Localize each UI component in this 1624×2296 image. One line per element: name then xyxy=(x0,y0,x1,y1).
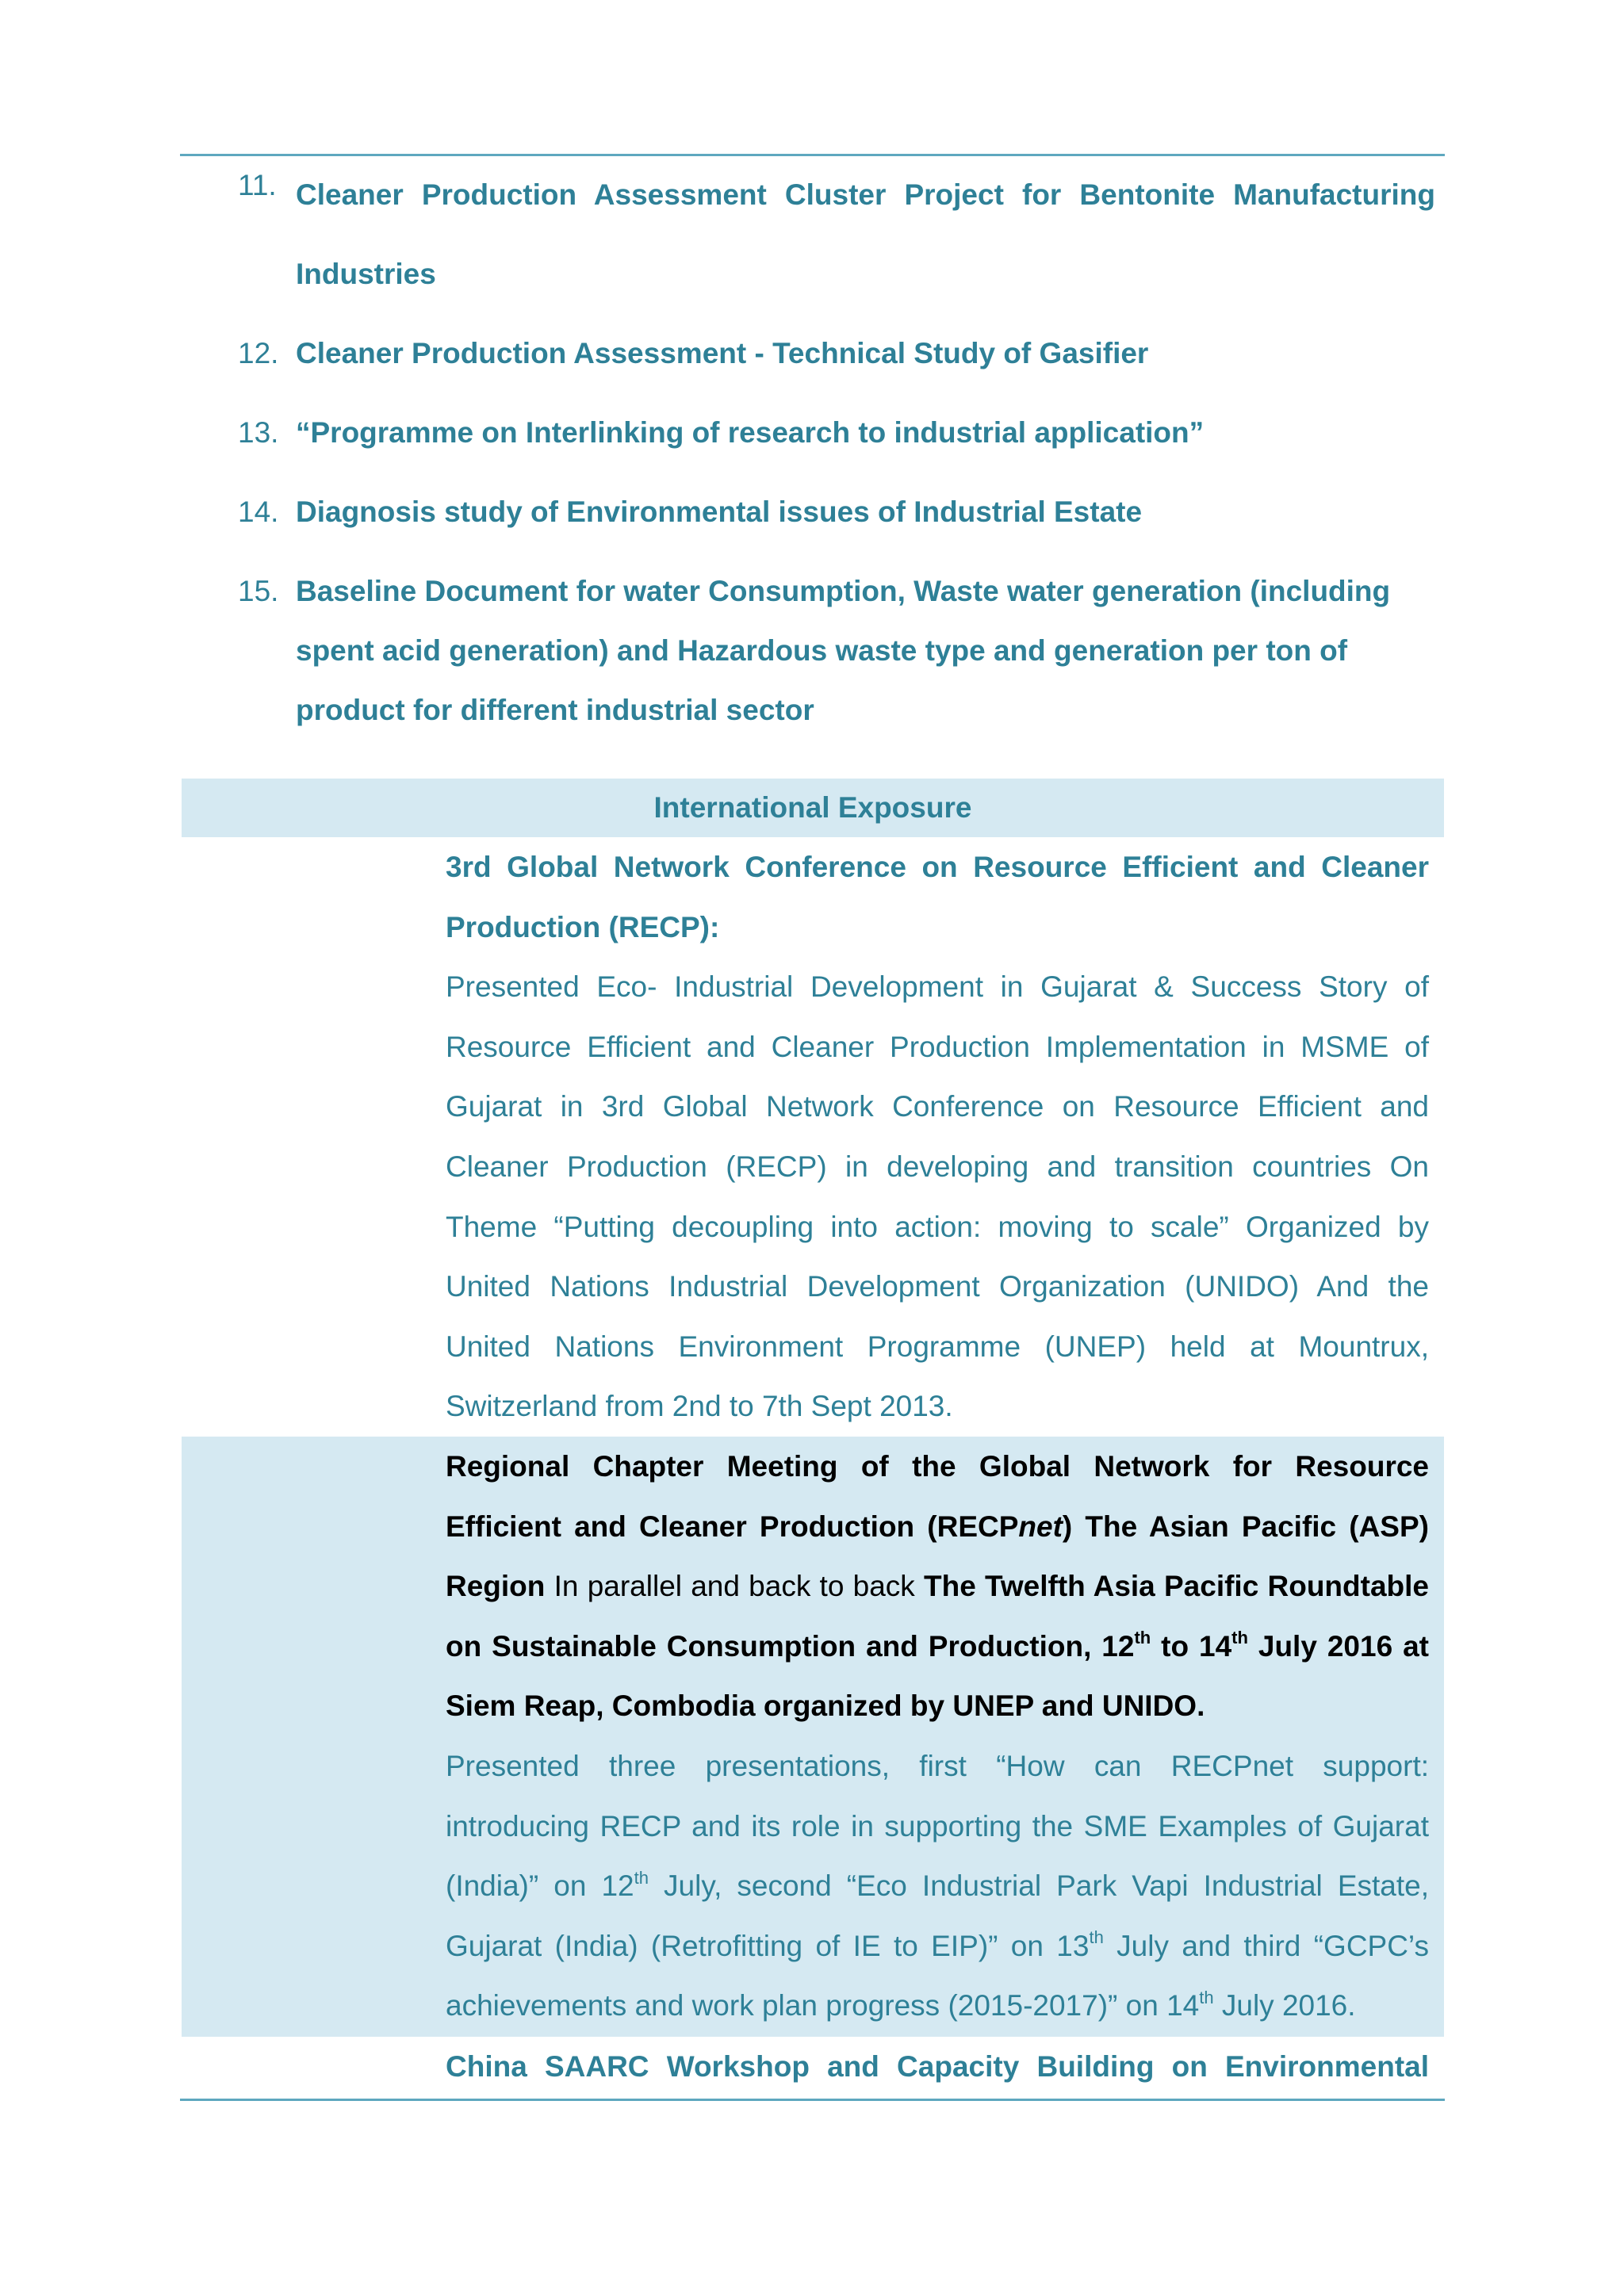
project-list xyxy=(238,155,1435,740)
entry-title: Regional Chapter Meeting of the Global Network for Resource Efficient and Cleaner Production (RECPnet) The Asian Pacific (ASP) Region In parallel and back to back The Twelfth Asia Pacific Roundtable on Sustainable Consumption and Production, 12th to 14th July 2016 at Siem Reap, Combodia organized by UNEP and UNIDO. xyxy=(446,1450,1429,1723)
list-number: 13. xyxy=(238,416,279,449)
entry-recp-conference xyxy=(446,837,1429,1437)
entry-title: 3rd Global Network Conference on Resource Efficient and Cleaner Production (RECP): xyxy=(446,851,1429,943)
list-number: 11. xyxy=(238,169,277,201)
list-text: Baseline Document for water Consumption, Waste water generation (including spent acid generation) and Hazardous waste type and generation per ton of product for different industrial sector xyxy=(296,575,1391,726)
list-text: Cleaner Production Assessment Cluster Project for Bentonite Manufacturing Industries xyxy=(296,178,1435,290)
entry-title: China SAARC Workshop and Capacity Building on Environmental xyxy=(446,2050,1429,2083)
list-item xyxy=(238,561,1435,740)
list-item xyxy=(238,393,1435,473)
entry-recpnet-meeting xyxy=(446,1437,1429,2036)
list-text: “Programme on Interlinking of research to industrial application” xyxy=(296,416,1205,449)
list-number: 12. xyxy=(238,337,279,369)
list-item xyxy=(238,473,1435,552)
list-number: 14. xyxy=(238,496,279,528)
list-item xyxy=(238,314,1435,393)
list-text: Diagnosis study of Environmental issues of Industrial Estate xyxy=(296,496,1143,528)
section-heading-band xyxy=(182,779,1444,837)
entry-body: Presented Eco- Industrial Development in Gujarat & Success Story of Resource Efficient and Cleaner Production Implementation in MSME of Gujarat in 3rd Global Network Conference on Resource Efficient and Cleaner Production (RECP) in developing and transition countries On Theme “Putting decoupling into action: moving to scale” Organized by United Nations Industrial Development Organization (UNIDO) And the United Nations Environment Programme (UNEP) held at Mountrux, Switzerland from 2nd to 7th Sept 2013. xyxy=(446,970,1429,1423)
section-heading: International Exposure xyxy=(653,791,972,824)
entry-body: Presented three presentations, first “How can RECPnet support: introducing RECP and its role in supporting the SME Examples of Gujarat (India)” on 12th July, second “Eco Industrial Park Vapi Industrial Estate, Gujarat (India) (Retrofitting of IE to EIP)” on 13th July and third “GCPC’s achievements and work plan progress (2015-2017)” on 14th July 2016. xyxy=(446,1749,1429,2022)
bottom-rule xyxy=(180,2099,1445,2101)
list-number: 15. xyxy=(238,575,279,607)
list-text: Cleaner Production Assessment - Technical Study of Gasifier xyxy=(296,337,1149,369)
entry-china-saarc xyxy=(446,2037,1429,2097)
list-item xyxy=(238,155,1435,314)
